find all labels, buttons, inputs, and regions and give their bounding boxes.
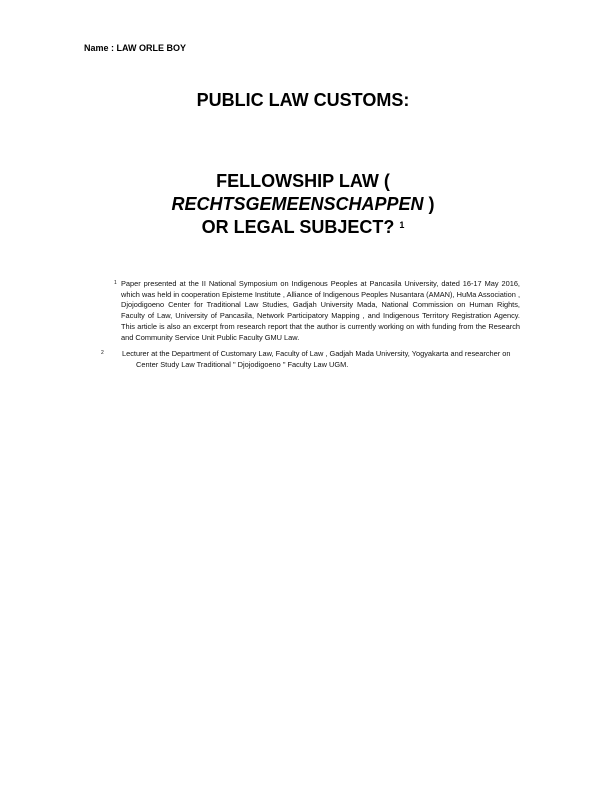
document-title: PUBLIC LAW CUSTOMS:	[196, 90, 410, 110]
subtitle-italic-term: RECHTSGEMEENSCHAPPEN	[171, 194, 424, 214]
footnote-2: 2 Lecturer at the Department of Customary Law, Faculty of Law , Gadjah Mada University, Yogyakarta and researcher on Center Study Law Traditional " Djojodigoeno " Faculty Law UGM.	[101, 349, 511, 369]
footnote-reference: 1	[399, 220, 405, 230]
subtitle-question: OR LEGAL SUBJECT?	[201, 217, 400, 237]
footnote-1-text: Paper presented at the II National Symposium on Indigenous Peoples at Pancasila University, dated 16-17 May 2016, which was held in cooperation Episteme Institute , Alliance of Indigenous Peoples Nusantara (AMAN), HuMa Association , Djojodigoeno Center for Traditional Law Studies, Gadjah University Mada, National Commission on Human Rights, Faculty of Law, University of Pancasila, Network Participatory Mapping , and Indigenous Territory Registration Agency. This article is also an excerpt from research report that the author is currently working on with funding from the Research and Community Service Unit Public Faculty GMU Law.	[121, 279, 520, 342]
document-subtitle	[0, 170, 606, 239]
subtitle-line-2	[0, 193, 606, 216]
author-name: Name : LAW ORLE BOY	[84, 43, 187, 53]
footnote-1-marker: 1	[114, 280, 117, 286]
footnote-1	[114, 279, 520, 343]
subtitle-line-3	[0, 216, 606, 239]
subtitle-line-1: FELLOWSHIP LAW (	[216, 171, 390, 191]
subtitle-close-paren: )	[423, 194, 435, 214]
footnotes-section	[101, 279, 520, 371]
footnote-2-text: Lecturer at the Department of Customary Law, Faculty of Law , Gadjah Mada University, Yogyakarta and researcher on Center Study Law Traditional " Djojodigoeno " Faculty Law UGM.	[122, 349, 511, 369]
